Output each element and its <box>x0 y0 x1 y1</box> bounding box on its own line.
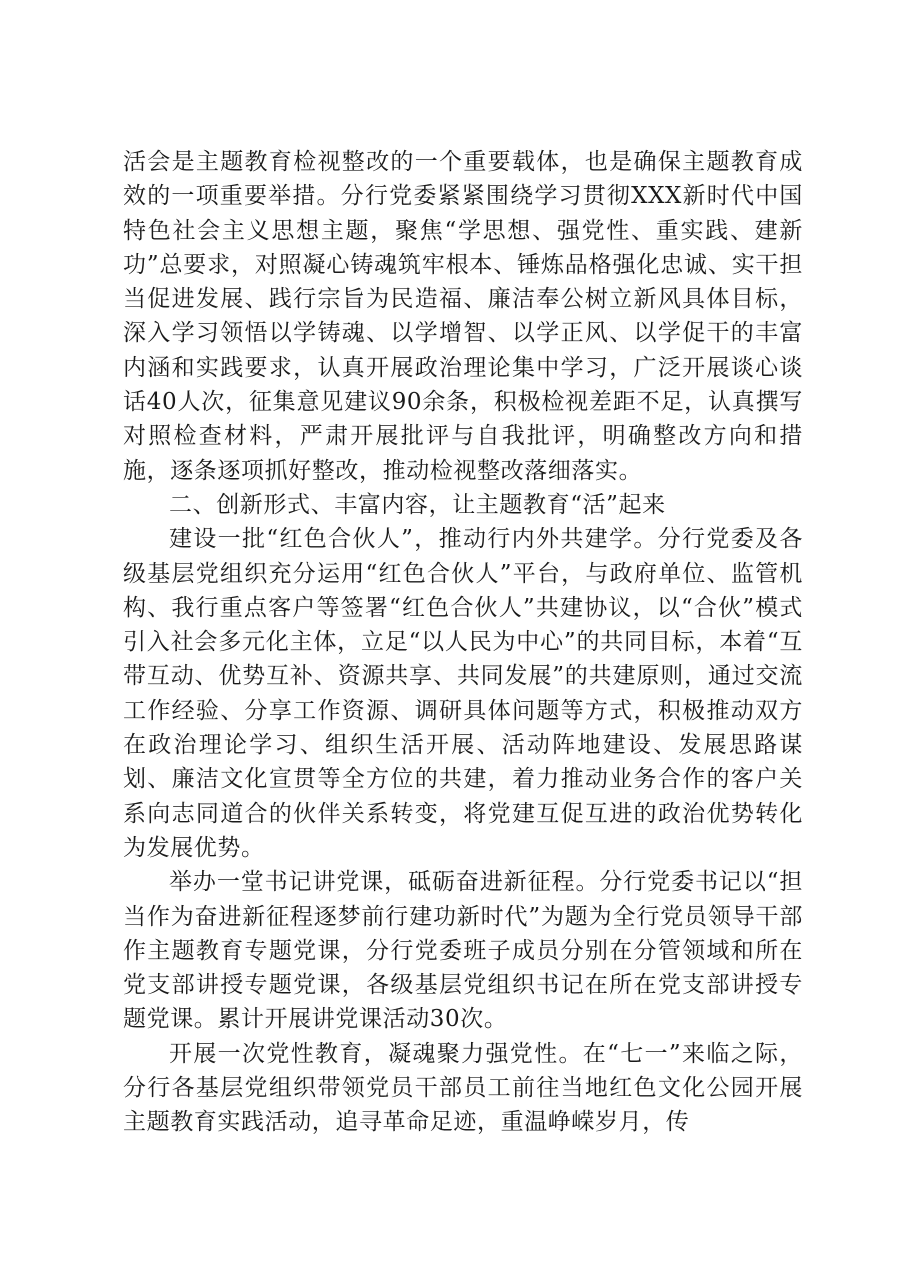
paragraph-red-partners: 建设一批“红色合伙人”，推动行内外共建学。分行党委及各级基层党组织充分运用“红色合伙人”平台，与政府单位、监管机构、我行重点客户等签署“红色合伙人”共建协议，以“合伙”模式引入社会多元化主体，立足“以人民为中心”的共同目标，本着“互带互动、优势互补、资源共享、共同发展”的共建原则，通过交流工作经验、分享工作资源、调研具体问题等方式，积极推动双方在政治理论学习、组织生活开展、活动阵地建设、发展思路谋划、廉洁文化宣贯等全方位的共建，着力推动业务合作的客户关系向志同道合的伙伴关系转变，将党建互促互进的政治优势转化为发展优势。 <box>123 526 803 861</box>
section-heading-two: 二、创新形式、丰富内容，让主题教育“活”起来 <box>169 491 666 518</box>
paragraph-party-lecture: 举办一堂书记讲党课，砥砺奋进新征程。分行党委书记以“担当作为奋进新征程逐梦前行建功新时代”为题为全行党员领导干部作主题教育专题党课，分行党委班子成员分别在分管领域和所在党支部讲授专题党课，各级基层党组织书记在所在党支部讲授专题党课。累计开展讲党课活动30次。 <box>123 869 803 1033</box>
document-body <box>123 145 803 1140</box>
paragraph-democratic-life-meeting: 活会是主题教育检视整改的一个重要载体，也是确保主题教育成效的一项重要举措。分行党委紧紧围绕学习贯彻XXX新时代中国特色社会主义思想主题，聚焦“学思想、强党性、重实践、建新功”总要求，对照凝心铸魂筑牢根本、锤炼品格强化忠诚、实干担当促进发展、践行宗旨为民造福、廉洁奉公树立新风具体目标，深入学习领悟以学铸魂、以学增智、以学正风、以学促干的丰富内涵和实践要求，认真开展政治理论集中学习，广泛开展谈心谈话40人次，征集意见建议90余条，积极检视差距不足，认真撰写对照检查材料，严肃开展批评与自我批评，明确整改方向和措施，逐条逐项抓好整改，推动检视整改落细落实。 <box>123 149 803 484</box>
paragraph-party-education: 开展一次党性教育，凝魂聚力强党性。在“七一”来临之际，分行各基层党组织带领党员干部员工前往当地红色文化公园开展主题教育实践活动，追寻革命足迹，重温峥嵘岁月，传 <box>123 1040 803 1136</box>
